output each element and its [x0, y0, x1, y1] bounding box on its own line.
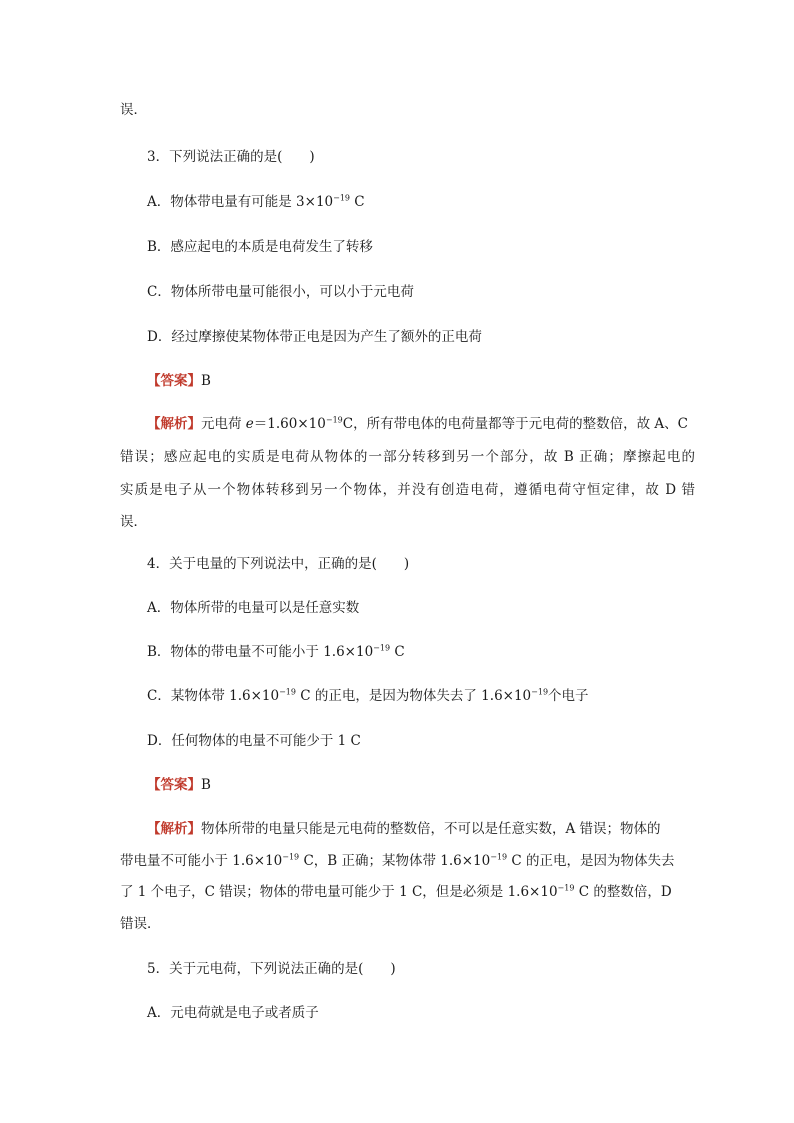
- q3-option-b: B．感应起电的本质是电荷发生了转移: [147, 239, 373, 255]
- q5-stem: 5．关于元电荷，下列说法正确的是( ): [147, 961, 396, 977]
- q3-option-c: C．物体所带电量可能很小，可以小于元电荷: [147, 284, 414, 300]
- q3-explanation-line-4: 误．: [120, 514, 147, 530]
- prev-explanation-tail: 误．: [120, 102, 147, 118]
- q4-option-c: C．某物体带 $1.6\times 10^{-19}$ C 的正电，是因为物体失去了 $1.6\times 10^{-19}$个电子: [147, 687, 589, 704]
- q4-explanation-line-2: 带电量不可能小于 $1.6\times 10^{-19}$ C，B 正确；某物体带 $1.6\times 10^{-19}$ C 的正电，是因为物体失去: [120, 852, 675, 869]
- q3-explanation-line-1: 【解析】元电荷 $e=1.60\times 10^{-19}C$，所有带电体的电荷量都等于元电荷的整数倍，故 A、C: [147, 415, 688, 432]
- q3-stem: 3．下列说法正确的是( ): [147, 149, 315, 165]
- q3-option-d: D．经过摩擦使某物体带正电是因为产生了额外的正电荷: [147, 329, 482, 345]
- q4-explanation-line-4: 错误．: [120, 916, 161, 932]
- answer-tag: 【答案】: [147, 373, 201, 389]
- q5-option-a: A．元电荷就是电子或者质子: [147, 1005, 319, 1021]
- answer-tag: 【答案】: [147, 777, 201, 793]
- q3-option-a: A．物体带电量有可能是 $3\times 10^{-19}$ C: [147, 193, 365, 210]
- q4-explanation-line-3: 了 1 个电子，C 错误；物体的带电量可能少于 1 C，但是必须是 $1.6\times 10^{-19}$ C 的整数倍，D: [120, 883, 672, 900]
- q3-answer: 【答案】B: [147, 373, 211, 389]
- q3-explanation-line-2: 错误；感应起电的实质是电荷从物体的一部分转移到另一个部分，故 B 正确；摩擦起电的: [120, 449, 695, 465]
- q4-stem: 4．关于电量的下列说法中，正确的是( ): [147, 556, 410, 572]
- q4-option-b: B．物体的带电量不可能小于 $1.6\times 10^{-19}$ C: [147, 643, 405, 660]
- q4-option-d: D．任何物体的电量不可能少于 1 C: [147, 733, 361, 749]
- explanation-tag: 【解析】: [147, 821, 201, 837]
- q4-explanation-line-1: 【解析】物体所带的电量只能是元电荷的整数倍，不可以是任意实数，A 错误；物体的: [147, 821, 661, 837]
- q4-option-a: A．物体所带的电量可以是任意实数: [147, 600, 360, 616]
- explanation-tag: 【解析】: [147, 416, 201, 432]
- q4-answer: 【答案】B: [147, 777, 211, 793]
- q3-explanation-line-3: 实质是电子从一个物体转移到另一个物体，并没有创造电荷，遵循电荷守恒定律，故 D 错: [120, 482, 695, 498]
